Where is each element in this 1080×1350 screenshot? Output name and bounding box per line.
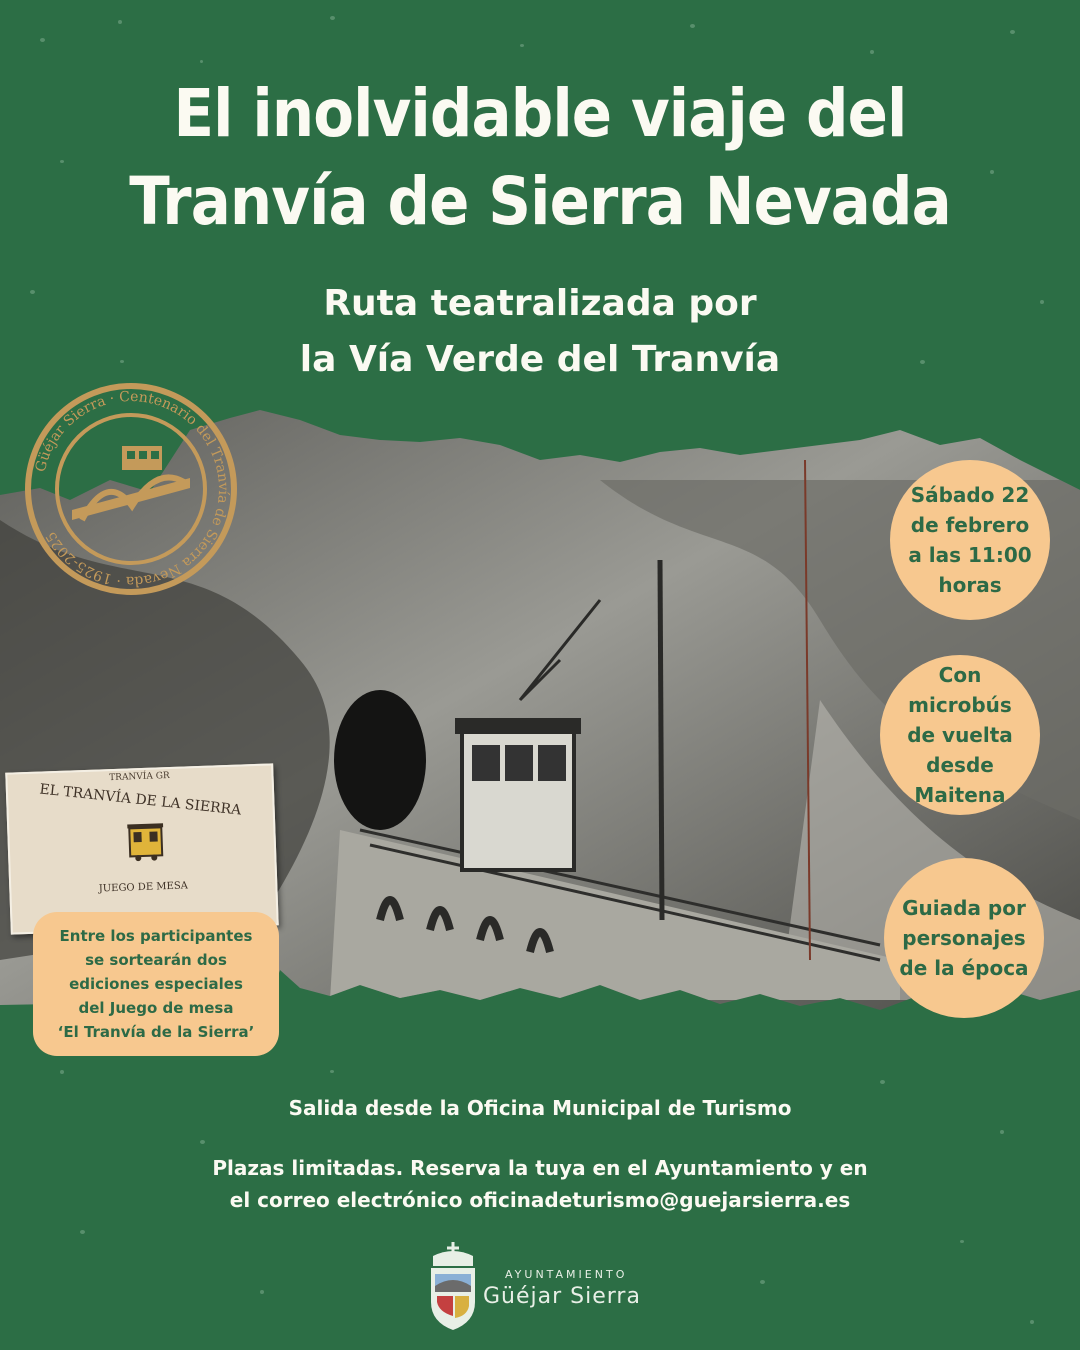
coat-of-arms-icon <box>425 1240 481 1336</box>
poster-subtitle <box>0 276 1080 388</box>
raffle-note <box>33 912 279 1056</box>
booking-text <box>0 1152 1080 1216</box>
guide-bubble <box>884 858 1044 1018</box>
stamp-text: Güéjar Sierra · Centenario del Tranvía de Sierra Nevada · 1925-2025 <box>32 388 232 590</box>
raffle-line-5: ‘El Tranvía de la Sierra’ <box>57 1023 255 1041</box>
raffle-line-3: ediciones especiales <box>69 975 243 993</box>
bus-line-1: Con <box>938 663 982 687</box>
booking-line-2: el correo electrónico oficinadeturismo@guejarsierra.es <box>229 1188 851 1212</box>
game-card-top: TRANVÍA GR <box>109 770 170 784</box>
booking-line-1: Plazas limitadas. Reserva la tuya en el Ayuntamiento y en <box>212 1156 868 1180</box>
game-card-subtitle: JUEGO DE MESA <box>98 880 189 895</box>
game-card-title: EL TRANVÍA DE LA SIERRA <box>38 781 242 819</box>
logo-top-text: AYUNTAMIENTO <box>505 1268 628 1281</box>
raffle-line-4: del Juego de mesa <box>78 999 234 1017</box>
date-line-1: Sábado 22 <box>910 483 1030 507</box>
date-line-3: a las 11:00 <box>908 543 1032 567</box>
tram-icon <box>127 821 164 862</box>
bus-bubble <box>880 655 1040 815</box>
bus-line-2: microbús <box>908 693 1012 717</box>
guide-line-3: de la época <box>899 956 1029 980</box>
date-line-2: de febrero <box>910 513 1030 537</box>
date-line-4: horas <box>938 573 1002 597</box>
bus-line-4: desde <box>926 753 994 777</box>
departure-text: Salida desde la Oficina Municipal de Turismo <box>288 1096 792 1120</box>
logo-name-text: Güéjar Sierra <box>483 1284 641 1309</box>
bus-line-3: de vuelta <box>907 723 1013 747</box>
board-game-card <box>5 763 278 934</box>
svg-text:Güéjar Sierra · Centenario del <box>33 389 231 589</box>
subtitle-line-2: la Vía Verde del Tranvía <box>299 339 781 380</box>
title-line-2: Tranvía de Sierra Nevada <box>129 163 951 240</box>
raffle-line-1: Entre los participantes <box>59 927 253 945</box>
date-bubble <box>890 460 1050 620</box>
town-hall-logo <box>425 1240 665 1340</box>
bus-line-5: Maitena <box>914 783 1006 807</box>
title-line-1: El inolvidable viaje del <box>173 75 907 152</box>
guide-line-1: Guiada por <box>902 896 1026 920</box>
centenary-stamp <box>22 380 240 598</box>
poster-title <box>54 70 1026 246</box>
subtitle-line-1: Ruta teatralizada por <box>323 283 757 324</box>
guide-line-2: personajes <box>902 926 1026 950</box>
raffle-line-2: se sortearán dos <box>85 951 227 969</box>
